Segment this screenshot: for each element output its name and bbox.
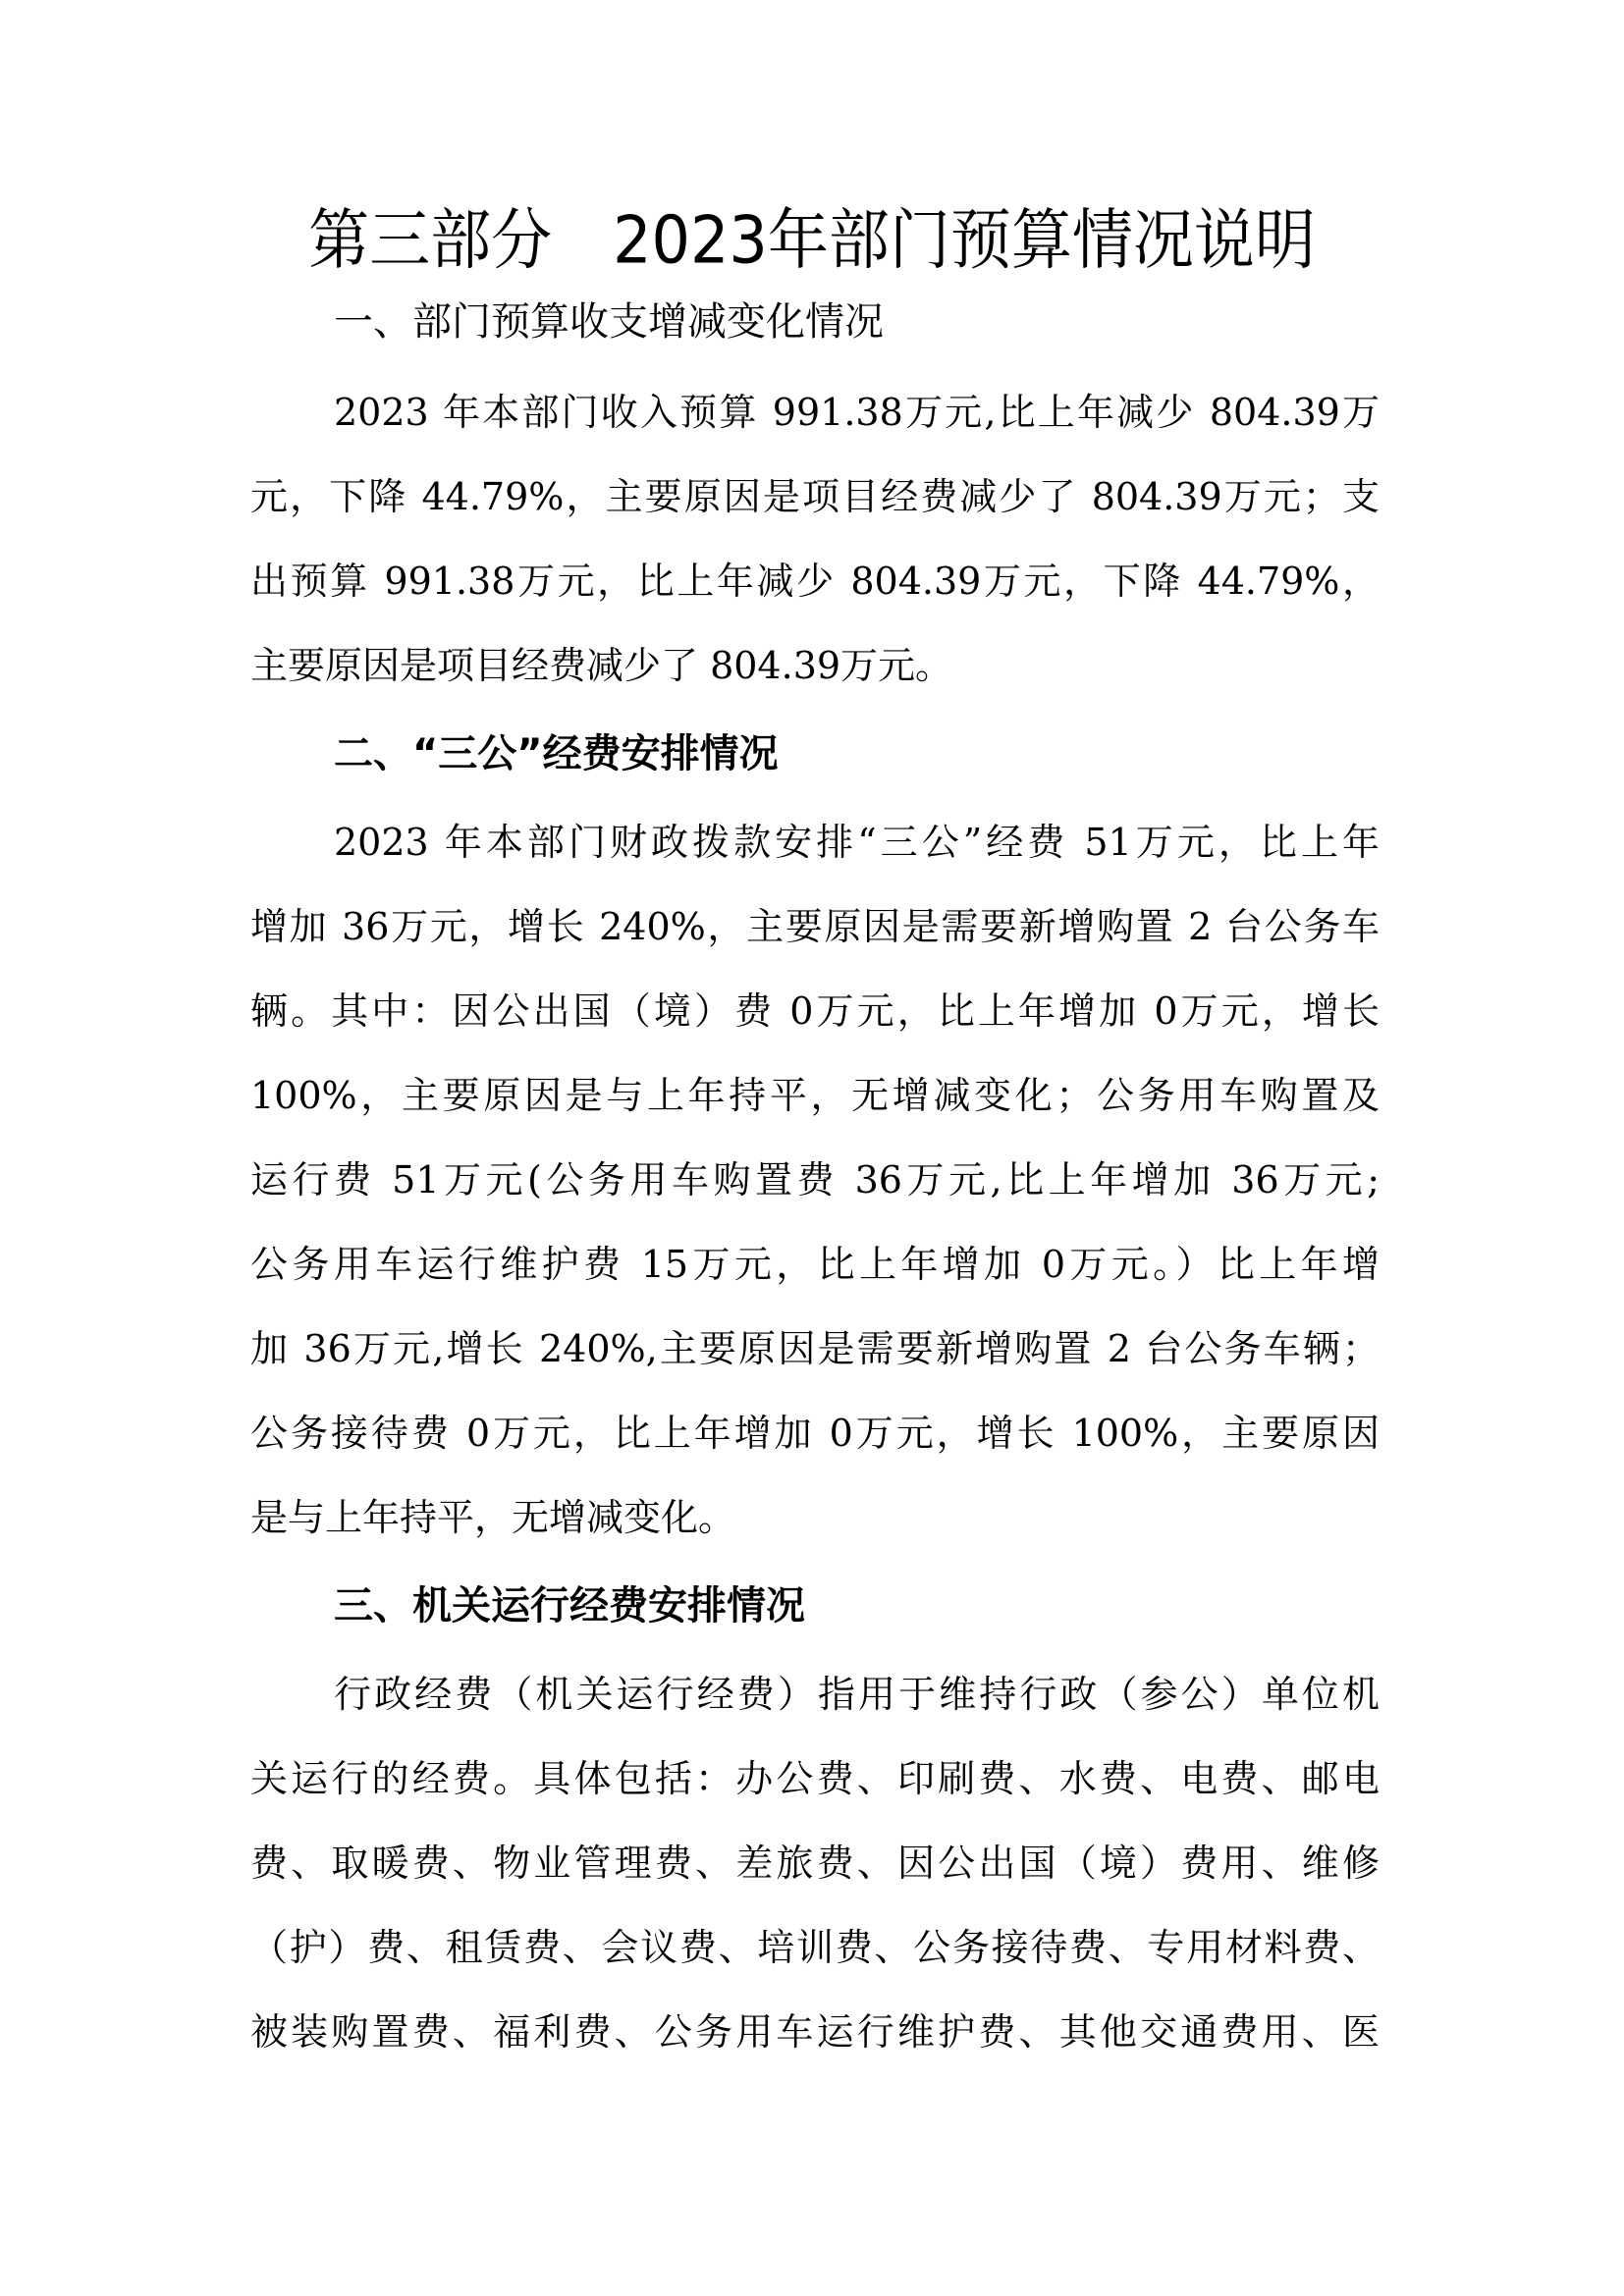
- paragraph-line: 费、取暖费、物业管理费、差旅费、因公出国（境）费用、维修: [250, 1842, 1380, 1885]
- paragraph-line: 加 36万元,增长 240%,主要原因是需要新增购置 2 台公务车辆；: [250, 1327, 1380, 1370]
- paragraph-line: 是与上年持平，无增减变化。: [250, 1496, 736, 1539]
- paragraph-line: 辆。其中：因公出国（境）费 0万元，比上年增加 0万元，增长: [250, 989, 1380, 1033]
- section-heading-operating-expenses: 三、机关运行经费安排情况: [334, 1583, 805, 1629]
- paragraph-line: 关运行的经费。具体包括：办公费、印刷费、水费、电费、邮电: [250, 1757, 1380, 1800]
- paragraph-line: 运行费 51万元(公务用车购置费 36万元,比上年增加 36万元;: [250, 1158, 1380, 1201]
- paragraph-line: 公务用车运行维护费 15万元，比上年增加 0万元。）比上年增: [250, 1243, 1380, 1286]
- paragraph-line: 主要原因是项目经费减少了 804.39万元。: [250, 644, 953, 687]
- paragraph-line: 100%，主要原因是与上年持平，无增减变化；公务用车购置及: [250, 1074, 1380, 1117]
- paragraph-line: 公务接待费 0万元，比上年增加 0万元，增长 100%，主要原因: [250, 1412, 1380, 1455]
- paragraph-line: 2023 年本部门收入预算 991.38万元,比上年减少 804.39万: [334, 391, 1380, 434]
- section-heading-three-public-expenses: 二、“三公”经费安排情况: [334, 731, 779, 776]
- page-title: 第三部分 2023年部门预算情况说明: [308, 201, 1316, 279]
- section-heading-budget-change: 一、部门预算收支增减变化情况: [334, 299, 884, 345]
- paragraph-line: 元，下降 44.79%，主要原因是项目经费减少了 804.39万元；支: [250, 475, 1380, 518]
- paragraph-line: 被装购置费、福利费、公务用车运行维护费、其他交通费用、医: [250, 2010, 1380, 2054]
- paragraph-line: 2023 年本部门财政拨款安排“三公”经费 51万元，比上年: [334, 821, 1380, 864]
- paragraph-line: （护）费、租赁费、会议费、培训费、公务接待费、专用材料费、: [250, 1926, 1380, 1969]
- paragraph-line: 增加 36万元，增长 240%，主要原因是需要新增购置 2 台公务车: [250, 905, 1380, 948]
- paragraph-line: 行政经费（机关运行经费）指用于维持行政（参公）单位机: [334, 1673, 1380, 1716]
- paragraph-line: 出预算 991.38万元，比上年减少 804.39万元，下降 44.79%，: [250, 560, 1380, 603]
